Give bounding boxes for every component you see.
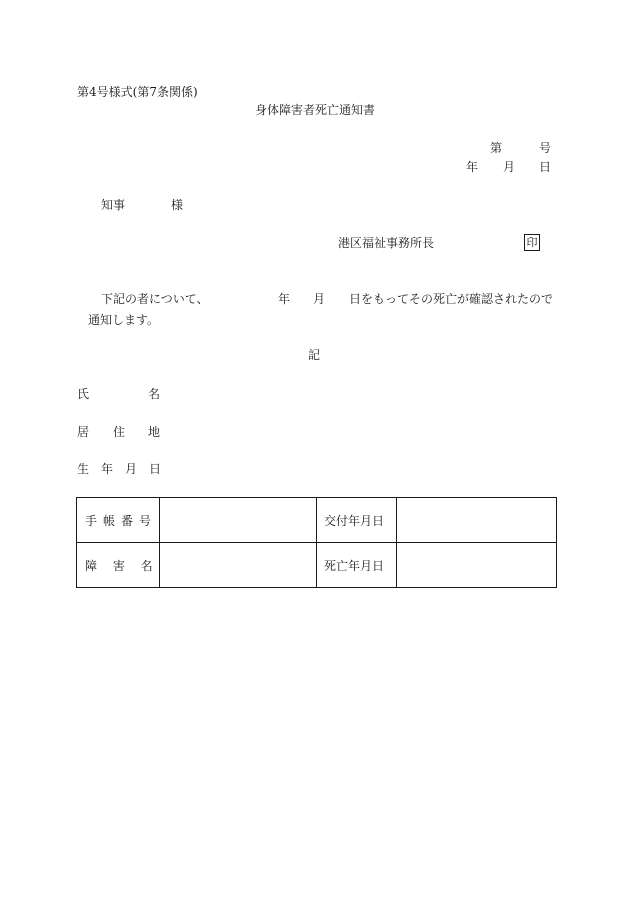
recipient-title: 知事 bbox=[101, 198, 126, 212]
disability-name-field[interactable] bbox=[160, 543, 317, 588]
date-day-label: 日 bbox=[539, 160, 552, 174]
name-label-char: 名 bbox=[148, 387, 161, 401]
death-date-label: 死亡年月日 bbox=[317, 543, 397, 588]
death-date-field[interactable] bbox=[397, 543, 557, 588]
body-text-main: 日をもってその死亡が確認されたので bbox=[349, 292, 554, 306]
name-label-char: 氏 bbox=[77, 387, 90, 401]
info-table bbox=[76, 497, 557, 588]
body-year-label: 年 bbox=[278, 292, 291, 306]
disability-name-label: 障 害 名 bbox=[77, 543, 160, 588]
recipient-honorific: 様 bbox=[171, 198, 184, 212]
address-label-char: 地 bbox=[148, 425, 161, 439]
handbook-number-label: 手帳番号 bbox=[77, 498, 160, 543]
address-label-char: 住 bbox=[113, 425, 126, 439]
issuer-name: 港区福祉事務所長 bbox=[338, 236, 435, 250]
body-month-label: 月 bbox=[313, 292, 326, 306]
table-row bbox=[77, 543, 557, 588]
address-label-char: 居 bbox=[77, 425, 90, 439]
body-text-intro: 下記の者について、 bbox=[101, 292, 209, 306]
form-identifier: 第4号様式(第7条関係) bbox=[77, 85, 198, 99]
table-row bbox=[77, 498, 557, 543]
handbook-number-field[interactable] bbox=[160, 498, 317, 543]
birthdate-label-char: 月 bbox=[125, 462, 138, 476]
birthdate-label-char: 日 bbox=[149, 462, 162, 476]
number-go-label: 号 bbox=[539, 141, 552, 155]
issue-date-field[interactable] bbox=[397, 498, 557, 543]
birthdate-label-char: 生 bbox=[77, 462, 90, 476]
document-title: 身体障害者死亡通知書 bbox=[255, 103, 376, 117]
ki-heading: 記 bbox=[308, 348, 321, 362]
issue-date-label: 交付年月日 bbox=[317, 498, 397, 543]
birthdate-label-char: 年 bbox=[101, 462, 114, 476]
seal-mark: 印 bbox=[524, 234, 540, 251]
date-year-label: 年 bbox=[466, 160, 479, 174]
date-month-label: 月 bbox=[503, 160, 516, 174]
number-dai-label: 第 bbox=[490, 141, 503, 155]
body-text-closing: 通知します。 bbox=[88, 313, 160, 327]
